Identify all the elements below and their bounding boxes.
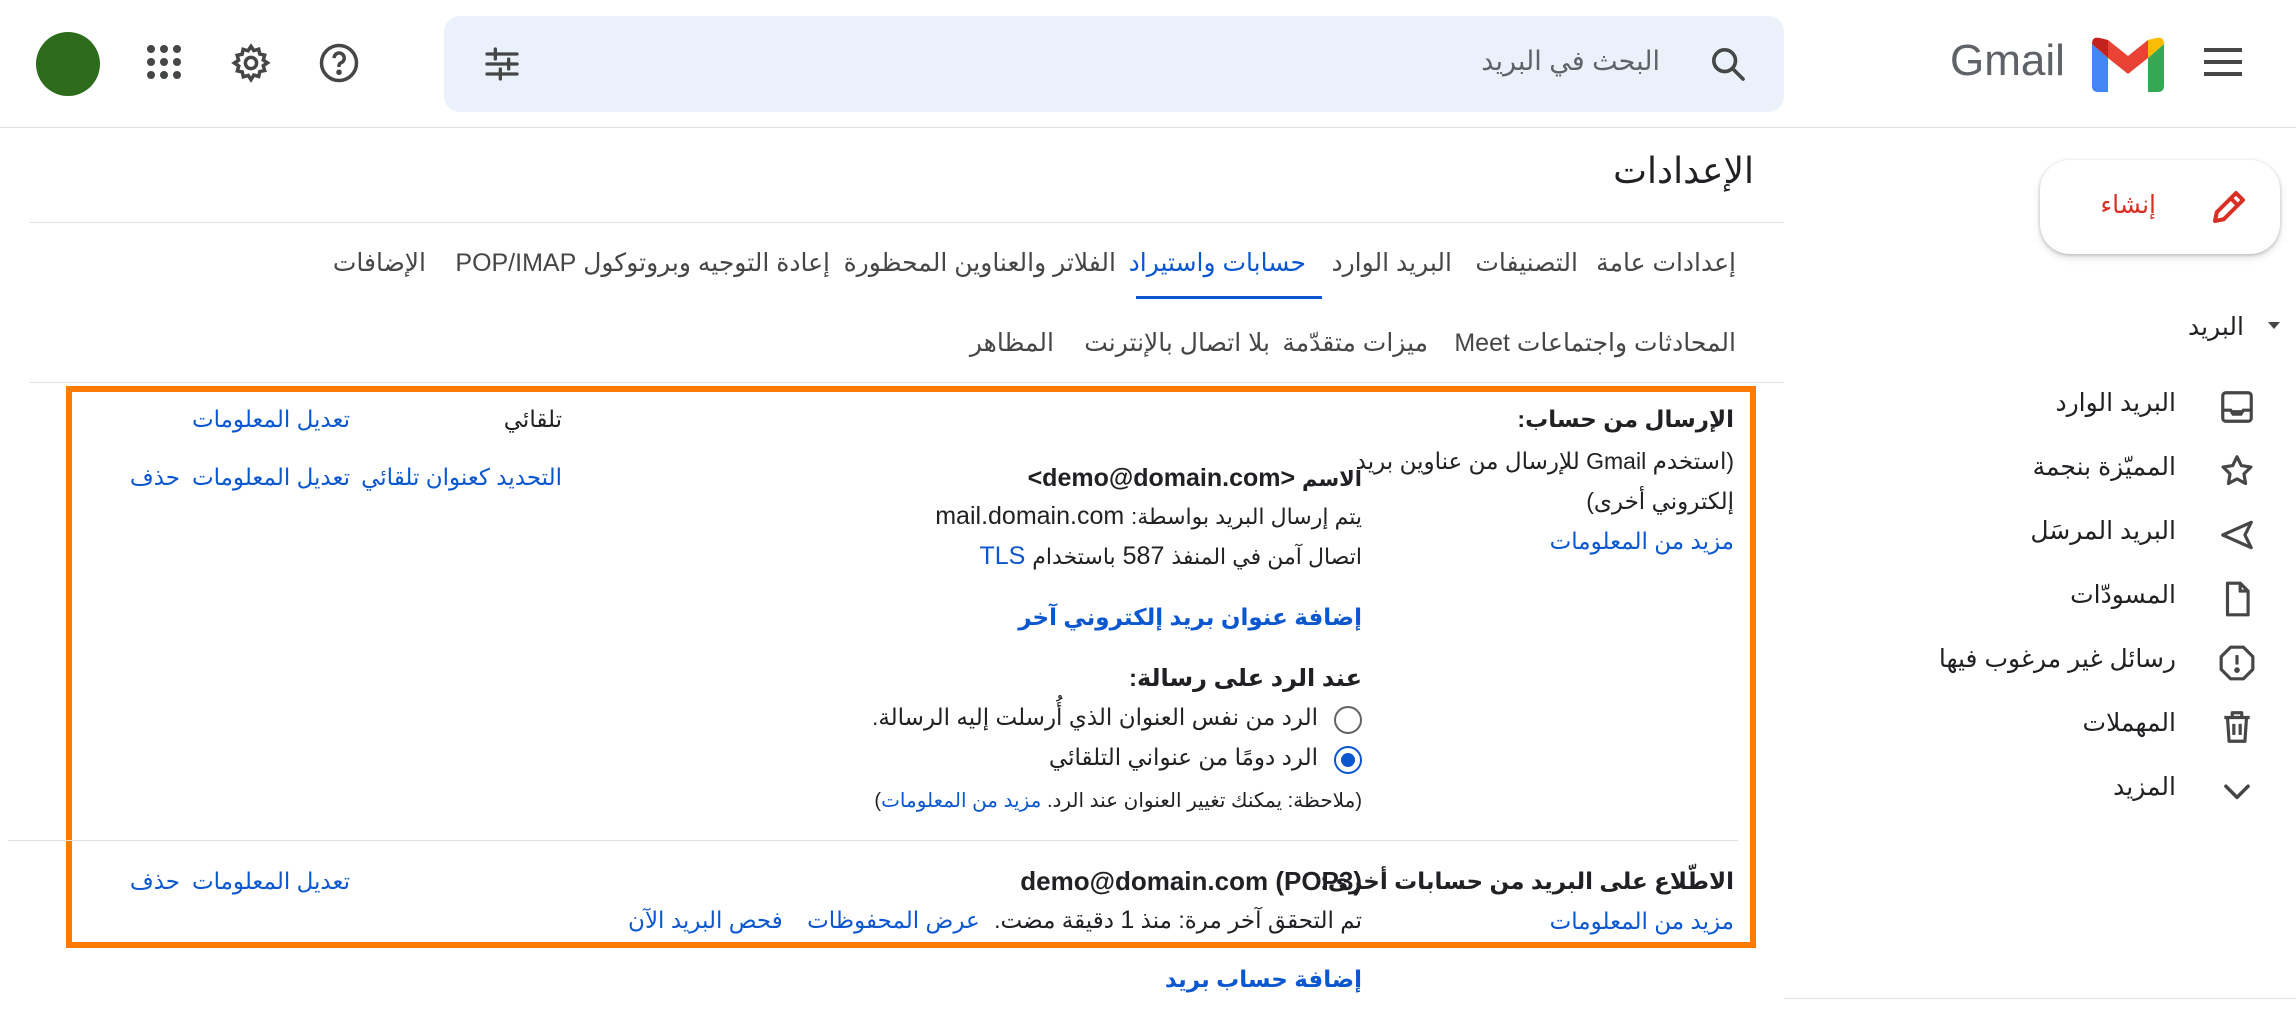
title-divider	[30, 222, 1784, 223]
draft-icon	[2218, 580, 2256, 618]
radio-unchecked[interactable]	[1334, 706, 1362, 734]
edit-info-link-pop3[interactable]: تعديل المعلومات	[191, 868, 350, 894]
sidebar-item-starred[interactable]	[1946, 438, 2296, 502]
reply-option-label: الرد دومًا من عنواني التلقائي	[1048, 744, 1318, 770]
spam-icon	[2218, 644, 2256, 682]
sidebar-item-spam[interactable]	[1938, 630, 2296, 694]
tab-labels[interactable]: التصنيفات	[1475, 249, 1578, 277]
add-mail-account-link[interactable]: إضافة حساب بريد	[1164, 966, 1362, 992]
check-mail-now-link[interactable]: فحص البريد الآن	[628, 907, 783, 933]
send-as-entry	[662, 464, 1362, 494]
sidebar-item-label: البريد المرسَل	[2030, 517, 2176, 545]
star-icon	[2218, 452, 2256, 490]
sidebar-item-label: رسائل غير مرغوب فيها	[1938, 645, 2176, 673]
tab-filters-blocked[interactable]: الفلاتر والعناوين المحظورة	[843, 249, 1116, 277]
sidebar-item-label: المهملات	[2082, 709, 2176, 737]
port-number: 587	[1122, 542, 1165, 570]
secure-connection	[979, 542, 1362, 571]
edit-info-link-default[interactable]: تعديل المعلومات	[191, 406, 350, 432]
sidebar-item-drafts[interactable]	[1946, 566, 2296, 630]
sidebar-item-inbox[interactable]	[1946, 374, 2296, 438]
compose-button[interactable]	[2040, 160, 2280, 254]
sidebar-item-label: البريد الوارد	[2055, 389, 2176, 417]
search-bar	[444, 16, 1784, 112]
caret-down-icon	[2266, 320, 2282, 332]
inbox-icon	[2218, 388, 2256, 426]
avatar[interactable]	[36, 32, 100, 96]
search-icon[interactable]	[1708, 44, 1748, 84]
tab-inbox[interactable]: البريد الوارد	[1331, 249, 1452, 277]
last-checked-prefix: تم التحقق آخر مرة: منذ	[1140, 907, 1362, 933]
send-as-label: الإرسال من حساب:	[1517, 406, 1734, 432]
sent-via-value: mail.domain.com	[935, 502, 1125, 530]
default-status: تلقائي	[503, 406, 562, 432]
radio-dot	[1341, 753, 1355, 767]
check-mail-label: الاطّلاع على البريد من حسابات أخرى:	[1320, 868, 1734, 894]
section-divider	[8, 840, 1738, 841]
sidebar-item-more[interactable]	[1946, 758, 2296, 822]
reply-note	[874, 788, 1362, 813]
compose-label: إنشاء	[2100, 191, 2156, 219]
search-input[interactable]: البحث في البريد	[1481, 46, 1660, 76]
tab-themes[interactable]: المظاهر	[969, 329, 1054, 357]
sidebar-item-label: المزيد	[2113, 773, 2176, 801]
secure-using: باستخدام	[1032, 544, 1116, 569]
send-as-description: (استخدم Gmail للإرسال من عناوين بريد	[1355, 448, 1734, 474]
smtp-server	[935, 502, 1362, 531]
sidebar-divider	[1784, 998, 2296, 999]
sender-address: <demo@domain.com>	[1027, 464, 1296, 492]
note-learn-more-link[interactable]: مزيد من المعلومات	[881, 790, 1042, 812]
sent-via-label: يتم إرسال البريد بواسطة:	[1131, 504, 1362, 529]
delete-link-pop3[interactable]: حذف	[129, 868, 180, 894]
reply-heading: عند الرد على رسالة:	[1128, 665, 1362, 692]
tab-offline[interactable]: بلا اتصال بالإنترنت	[1084, 329, 1270, 357]
top-bar	[0, 0, 2296, 128]
secure-prefix: اتصال آمن في المنفذ	[1171, 544, 1362, 569]
filter-options-icon[interactable]	[482, 44, 522, 84]
pop3-account: demo@domain.com (POP3)	[1020, 866, 1362, 896]
delete-link[interactable]: حذف	[129, 464, 180, 490]
pencil-icon	[2208, 186, 2250, 228]
note-prefix: (ملاحظة: يمكنك تغيير العنوان عند الرد.	[1046, 790, 1362, 812]
gmail-logo-icon[interactable]	[2092, 36, 2164, 92]
main-menu-icon[interactable]	[2204, 46, 2242, 78]
page-title: الإعدادات	[1613, 150, 1754, 191]
active-tab-indicator	[1136, 296, 1322, 299]
tab-forwarding-pop-imap[interactable]: إعادة التوجيه وبروتوكول POP/IMAP	[455, 249, 830, 277]
last-checked-num: 1	[1120, 906, 1135, 934]
tab-addons[interactable]: الإضافات	[332, 249, 426, 277]
chevron-down-icon	[2218, 772, 2256, 810]
gmail-wordmark: Gmail	[1950, 36, 2065, 85]
gear-icon[interactable]	[230, 42, 272, 84]
last-checked-status	[628, 906, 1362, 935]
settings-panel	[0, 128, 1784, 1021]
check-mail-learn-more-link[interactable]: مزيد من المعلومات	[1549, 908, 1734, 934]
send-as-description-2: إلكتروني أخرى)	[1586, 488, 1734, 514]
make-default-link[interactable]: التحديد كعنوان تلقائي	[361, 464, 562, 490]
apps-grid-icon[interactable]	[146, 44, 182, 80]
edit-info-link[interactable]: تعديل المعلومات	[191, 464, 350, 490]
tab-chat-meet[interactable]: المحادثات واجتماعات Meet	[1454, 329, 1736, 357]
mail-heading: البريد	[2188, 313, 2244, 341]
name-label: الاسم	[1302, 468, 1362, 491]
tabs-divider	[30, 382, 1784, 383]
sidebar-item-label: المميّزة بنجمة	[2032, 453, 2176, 481]
note-suffix: )	[874, 790, 882, 812]
last-checked-suffix: دقيقة مضت.	[994, 907, 1114, 933]
mail-section-toggle[interactable]	[2096, 308, 2296, 348]
trash-icon	[2218, 708, 2256, 746]
sidebar	[1784, 128, 2296, 1021]
add-email-address-link[interactable]: إضافة عنوان بريد إلكتروني آخر	[1018, 604, 1362, 630]
tls-link[interactable]: TLS	[979, 542, 1026, 570]
reply-option-label: الرد من نفس العنوان الذي أُرسلت إليه الرسالة.	[871, 704, 1318, 730]
sidebar-item-label: المسودّات	[2070, 581, 2176, 609]
radio-checked[interactable]	[1334, 746, 1362, 774]
view-history-link[interactable]: عرض المحفوظات	[807, 907, 980, 933]
sidebar-item-trash[interactable]	[1946, 694, 2296, 758]
tab-general[interactable]: إعدادات عامة	[1596, 249, 1736, 277]
sidebar-item-sent[interactable]	[1946, 502, 2296, 566]
send-as-learn-more-link[interactable]: مزيد من المعلومات	[1549, 528, 1734, 554]
send-icon	[2218, 516, 2256, 554]
help-icon[interactable]	[318, 42, 360, 84]
tab-advanced[interactable]: ميزات متقدّمة	[1282, 329, 1428, 357]
tab-accounts-import[interactable]: حسابات واستيراد	[1128, 249, 1306, 277]
